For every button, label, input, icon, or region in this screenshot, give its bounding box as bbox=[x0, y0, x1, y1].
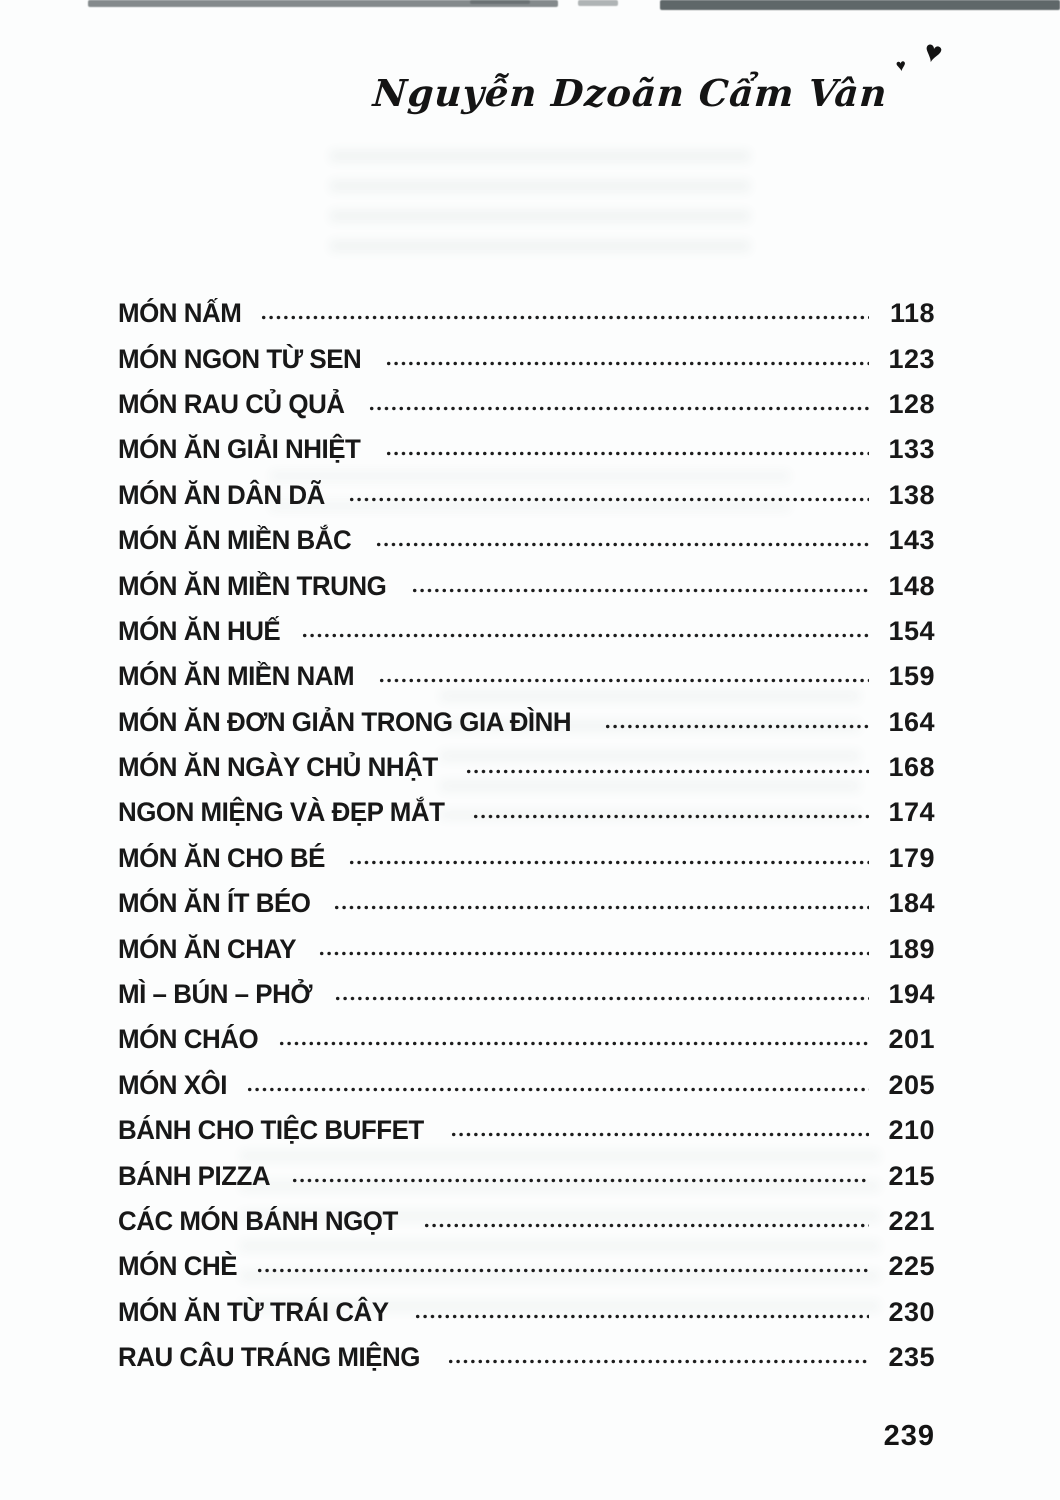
toc-entry bbox=[118, 518, 935, 563]
toc-entry-title: MÓN ĂN DÂN DÃ bbox=[118, 479, 325, 510]
dotted-leader bbox=[411, 588, 869, 593]
dotted-leader bbox=[385, 361, 869, 366]
toc-entry-title: MÓN ĂN GIẢI NHIỆT bbox=[118, 434, 361, 465]
toc-entry-title: RAU CÂU TRÁNG MIỆNG bbox=[118, 1342, 420, 1373]
toc-entry-page: 205 bbox=[888, 1069, 935, 1100]
toc-entry bbox=[118, 926, 935, 971]
page-number: 239 bbox=[883, 1420, 935, 1452]
dotted-leader bbox=[348, 860, 870, 865]
toc-entry-title: MÓN ĂN ĐƠN GIẢN TRONG GIA ĐÌNH bbox=[118, 706, 572, 737]
dotted-leader bbox=[291, 1178, 870, 1183]
toc-entry-title: MÓN ĂN TỪ TRÁI CÂY bbox=[118, 1296, 389, 1327]
toc-entry-page: 148 bbox=[888, 570, 935, 601]
dotted-leader bbox=[246, 1087, 869, 1092]
dotted-leader bbox=[465, 769, 869, 774]
toc-entry-page: 189 bbox=[888, 933, 935, 964]
toc-entry-page: 179 bbox=[888, 842, 935, 873]
dotted-leader bbox=[348, 497, 870, 502]
toc-entry-title: MÓN ĂN MIỀN BẮC bbox=[118, 525, 352, 556]
toc-entry bbox=[118, 1199, 935, 1244]
toc-entry bbox=[118, 1108, 935, 1153]
toc-entry-title: NGON MIỆNG VÀ ĐẸP MẮT bbox=[118, 797, 445, 828]
dotted-leader bbox=[301, 633, 869, 638]
toc-entry-page: 168 bbox=[888, 752, 935, 783]
dotted-leader bbox=[423, 1223, 869, 1228]
toc-entry bbox=[118, 1335, 935, 1380]
toc-entry bbox=[118, 745, 935, 790]
toc-entry bbox=[118, 881, 935, 926]
toc-entry bbox=[118, 563, 935, 608]
toc-entry-page: 164 bbox=[888, 706, 935, 737]
toc-entry bbox=[118, 972, 935, 1017]
toc-entry-title: MÓN ĂN MIỀN NAM bbox=[118, 661, 355, 692]
author-signature bbox=[371, 34, 946, 115]
toc-entry-page: 225 bbox=[888, 1251, 935, 1282]
scan-edge-artifact bbox=[578, 0, 618, 6]
dotted-leader bbox=[256, 1268, 869, 1273]
toc-entry-title: MÓN ĂN ÍT BÉO bbox=[118, 888, 311, 919]
toc-entry-title: MÓN ĂN CHAY bbox=[118, 933, 297, 964]
toc-entry-page: 154 bbox=[888, 615, 935, 646]
toc-entry-title: MÓN ĂN CHO BÉ bbox=[118, 842, 325, 873]
scan-edge-artifact bbox=[470, 0, 530, 4]
dotted-leader bbox=[385, 451, 870, 456]
toc-entry-page: 230 bbox=[888, 1296, 935, 1327]
toc-entry-title: MÌ – BÚN – PHỞ bbox=[118, 979, 312, 1010]
toc-entry-page: 184 bbox=[888, 888, 935, 919]
toc-entry-page: 118 bbox=[889, 298, 935, 329]
heart-icon: ♥ bbox=[894, 55, 908, 76]
dotted-leader bbox=[375, 542, 869, 547]
dotted-leader bbox=[333, 905, 870, 910]
toc-entry-title: BÁNH PIZZA bbox=[118, 1160, 271, 1191]
toc-entry-page: 143 bbox=[888, 525, 935, 556]
toc-entry bbox=[118, 836, 935, 881]
toc-entry-title: MÓN CHÈ bbox=[118, 1251, 238, 1282]
toc-entry-title: MÓN ĂN NGÀY CHỦ NHẬT bbox=[118, 752, 438, 783]
toc-entry-page: 123 bbox=[888, 343, 935, 374]
dotted-leader bbox=[414, 1314, 869, 1319]
toc-entry-title: MÓN ĂN HUẾ bbox=[118, 615, 281, 646]
hearts-decoration bbox=[894, 34, 946, 106]
dotted-leader bbox=[334, 996, 869, 1001]
dotted-leader bbox=[278, 1041, 869, 1046]
toc-entry bbox=[118, 1017, 935, 1062]
toc-entry bbox=[118, 790, 935, 835]
toc-entry-page: 174 bbox=[888, 797, 935, 828]
dotted-leader bbox=[447, 1359, 870, 1364]
toc-entry-title: MÓN RAU CỦ QUẢ bbox=[118, 388, 345, 419]
author-signature-text: Nguyễn Dzoãn Cẩm Vân bbox=[371, 71, 890, 115]
toc-entry-title: MÓN CHÁO bbox=[118, 1024, 259, 1055]
dotted-leader bbox=[450, 1132, 869, 1137]
scan-edge-artifact bbox=[660, 0, 1060, 10]
toc-entry bbox=[118, 291, 935, 336]
toc-entry bbox=[118, 1063, 935, 1108]
toc-list bbox=[118, 291, 935, 1380]
toc-entry-page: 210 bbox=[888, 1115, 935, 1146]
toc-entry bbox=[118, 336, 935, 381]
toc-entry bbox=[118, 473, 935, 518]
dotted-leader bbox=[472, 814, 869, 819]
toc-entry-page: 235 bbox=[888, 1342, 935, 1373]
toc-entry bbox=[118, 382, 935, 427]
toc-entry bbox=[118, 1290, 935, 1335]
toc-entry-title: MÓN ĂN MIỀN TRUNG bbox=[118, 570, 387, 601]
toc-entry-page: 201 bbox=[888, 1024, 935, 1055]
dotted-leader bbox=[260, 315, 869, 320]
heart-icon: ♥ bbox=[920, 34, 946, 71]
toc-entry bbox=[118, 654, 935, 699]
toc-entry bbox=[118, 1244, 935, 1289]
toc-entry-page: 138 bbox=[888, 479, 935, 510]
toc-entry-page: 133 bbox=[888, 434, 935, 465]
dotted-leader bbox=[318, 951, 869, 956]
toc-entry-page: 128 bbox=[888, 388, 935, 419]
bleed-through-ghost bbox=[330, 150, 750, 260]
dotted-leader bbox=[604, 724, 869, 729]
toc-entry-page: 215 bbox=[888, 1160, 935, 1191]
toc-entry-page: 221 bbox=[888, 1206, 935, 1236]
toc-entry-title: BÁNH CHO TIỆC BUFFET bbox=[118, 1115, 424, 1146]
dotted-leader bbox=[368, 406, 869, 411]
toc-entry-title: MÓN XÔI bbox=[118, 1069, 227, 1100]
toc-entry-page: 159 bbox=[888, 661, 935, 692]
toc-entry-title: MÓN NGON TỪ SEN bbox=[118, 343, 362, 374]
toc-entry-title: MÓN NẤM bbox=[118, 298, 242, 329]
toc-entry-page: 194 bbox=[888, 979, 935, 1010]
toc-entry bbox=[118, 427, 935, 472]
toc-entry bbox=[118, 1153, 935, 1198]
toc-entry-title: CÁC MÓN BÁNH NGỌT bbox=[118, 1206, 398, 1236]
dotted-leader bbox=[378, 678, 869, 683]
toc-entry bbox=[118, 700, 935, 745]
toc-entry bbox=[118, 609, 935, 654]
